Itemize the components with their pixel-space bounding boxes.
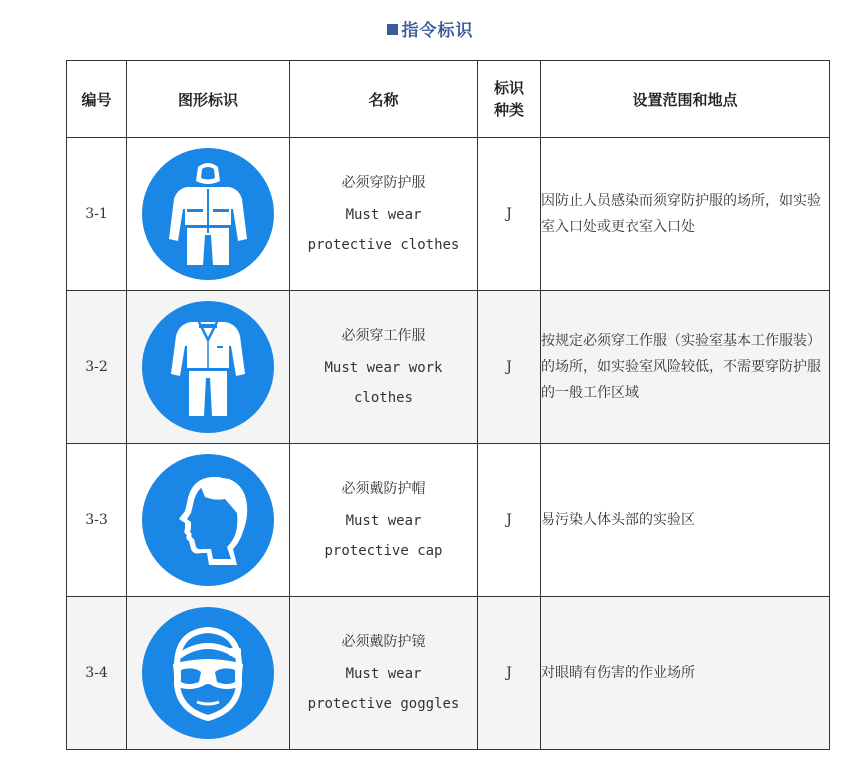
sign-cell [127, 291, 290, 444]
sign-cell [127, 138, 290, 291]
sign-name-en: Must wear protective clothes [307, 207, 460, 253]
sign-name-zh: 必须穿防护服 [341, 175, 426, 191]
sign-name-en: Must wear protective cap [324, 513, 443, 559]
sign-name-en: Must wear protective goggles [307, 666, 460, 712]
work-clothes-icon [141, 300, 275, 434]
sign-type: J [478, 597, 541, 750]
protective-clothes-icon [141, 147, 275, 281]
protective-cap-icon [141, 453, 275, 587]
sign-scope: 易污染人体头部的实验区 [541, 444, 830, 597]
header-name: 名称 [290, 61, 478, 138]
table-row [67, 291, 830, 444]
sign-name-zh: 必须戴防护镜 [341, 634, 426, 650]
protective-goggles-icon [141, 606, 275, 740]
mandatory-signs-table [66, 60, 830, 750]
sign-type: J [478, 291, 541, 444]
sign-name [290, 291, 478, 444]
row-number: 3-4 [67, 597, 127, 750]
sign-name [290, 597, 478, 750]
sign-name-zh: 必须戴防护帽 [341, 481, 426, 497]
page-title [0, 16, 860, 41]
header-scope: 设置范围和地点 [541, 61, 830, 138]
header-type: 标识 种类 [478, 61, 541, 138]
square-bullet-icon [387, 24, 398, 35]
row-number: 3-1 [67, 138, 127, 291]
sign-scope: 因防止人员感染而须穿防护服的场所，如实验室入口处或更衣室入口处 [541, 138, 830, 291]
table-header-row [67, 61, 830, 138]
sign-name [290, 138, 478, 291]
header-number: 编号 [67, 61, 127, 138]
sign-name-zh: 必须穿工作服 [341, 328, 426, 344]
sign-type: J [478, 138, 541, 291]
row-number: 3-2 [67, 291, 127, 444]
sign-name-en: Must wear work clothes [324, 360, 443, 406]
table-row [67, 444, 830, 597]
sign-cell [127, 444, 290, 597]
sign-type: J [478, 444, 541, 597]
header-graphic: 图形标识 [127, 61, 290, 138]
page-title-text: 指令标识 [401, 21, 474, 41]
sign-name [290, 444, 478, 597]
sign-cell [127, 597, 290, 750]
row-number: 3-3 [67, 444, 127, 597]
sign-scope: 按规定必须穿工作服（实验室基本工作服装）的场所，如实验室风险较低，不需要穿防护服的一般工作区域 [541, 291, 830, 444]
table-row [67, 597, 830, 750]
sign-scope: 对眼睛有伤害的作业场所 [541, 597, 830, 750]
table-row [67, 138, 830, 291]
